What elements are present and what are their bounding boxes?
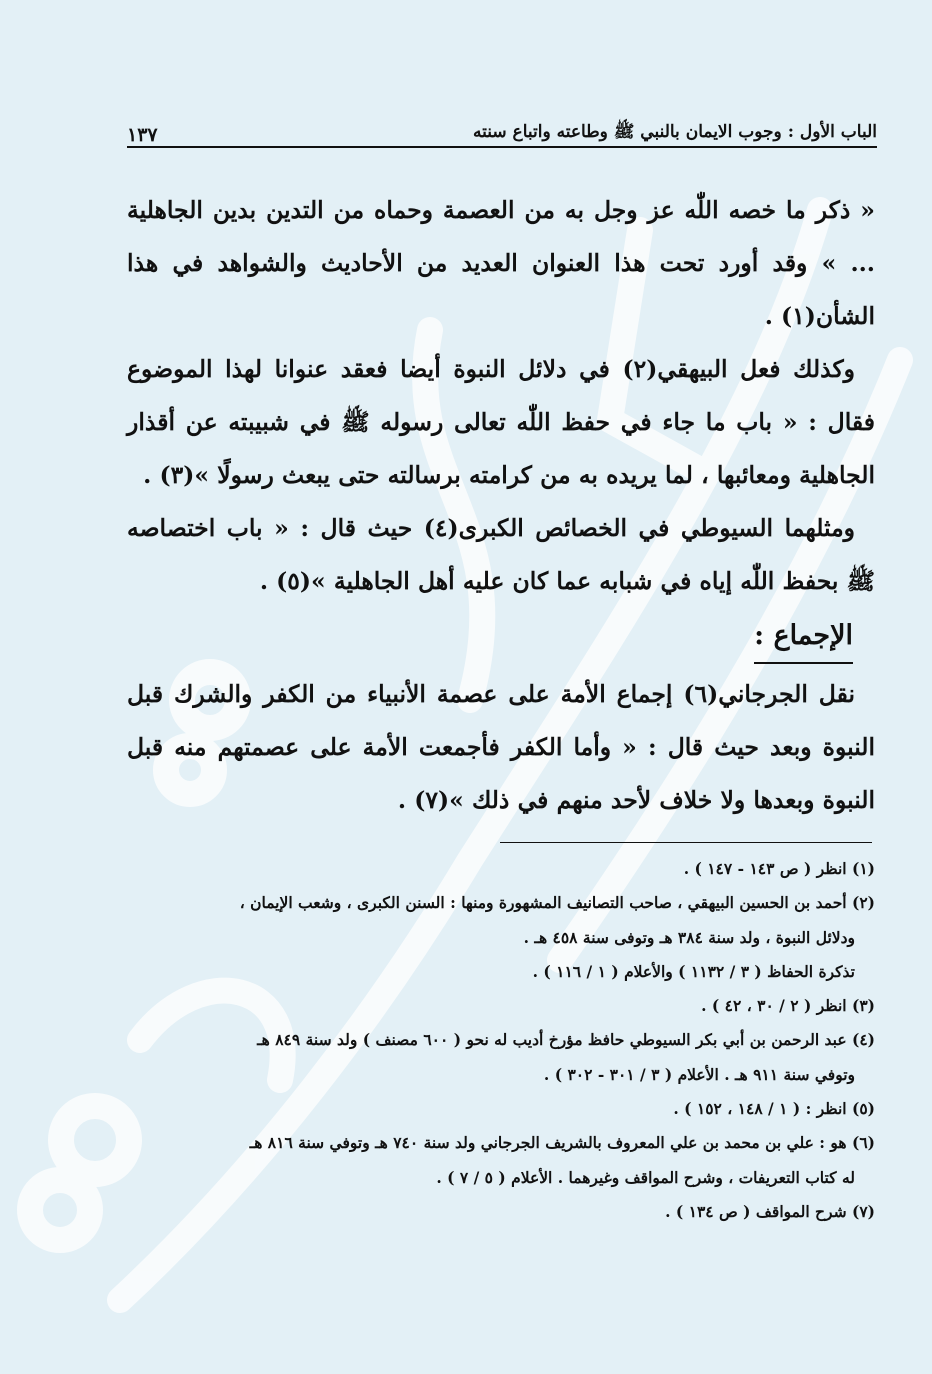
- footnotes: [127, 852, 875, 1229]
- footnote-4: (٤) عبد الرحمن بن أبي بكر السيوطي حافظ مؤرخ أديب له نحو ( ٦٠٠ مصنف ) ولد سنة ٨٤٩ هـ: [257, 1030, 875, 1050]
- footnote-2-line-2: ودلائل النبوة ، ولد سنة ٣٨٤ هـ وتوفى سنة ٤٥٨ هـ .: [523, 927, 855, 947]
- footnote-2: (٢) أحمد بن الحسين البيهقي ، صاحب التصانيف المشهورة ومنها : السنن الكبرى ، وشعب الإيمان ،: [239, 893, 875, 913]
- footnote-5: (٥) انظر : ( ١ / ١٤٨ ، ١٥٢ ) .: [673, 1099, 875, 1119]
- section-heading: الإجماع :: [754, 612, 853, 664]
- paragraph-4: نقل الجرجاني(٦) إجماع الأمة على عصمة الأنبياء من الكفر والشرك قبل النبوة وبعد حيث قال : « وأما الكفر فأجمعت الأمة على عصمتهم منه قبل النبوة وبعدها ولا خلاف لأحد منهم في ذلك »(٧) .: [127, 680, 875, 814]
- footnote-1: (١) انظر ( ص ١٤٣ - ١٤٧ ) .: [683, 859, 875, 878]
- footnote-6-line-2: له كتاب التعريفات ، وشرح المواقف وغيرهما . الأعلام ( ٥ / ٧ ) .: [436, 1167, 855, 1187]
- footnote-separator: [500, 842, 872, 843]
- footnote-3: (٣) انظر ( ٢ / ٣٠ ، ٤٢ ) .: [701, 996, 875, 1016]
- footnote-6: (٦) هو : علي بن محمد بن علي المعروف بالشريف الجرجاني ولد سنة ٧٤٠ هـ وتوفي سنة ٨١٦ هـ: [249, 1133, 875, 1153]
- footnote-2-line-3: تذكرة الحفاظ ( ٣ / ١١٣٢ ) والأعلام ( ١ / ١١٦ ) .: [532, 961, 855, 981]
- running-title: الباب الأول : وجوب الايمان بالنبي ﷺ وطاعته واتباع سنته: [473, 122, 877, 142]
- header-rule: [127, 146, 877, 148]
- paragraph-2: وكذلك فعل البيهقي(٢) في دلائل النبوة أيضا فعقد عنوانا لهذا الموضوع فقال : « باب ما جاء في حفظ اللّٰه تعالى رسوله ﷺ في شبيبته عن أقذار الجاهلية ومعائبها ، لما يريده به من كرامته برسالته حتى يبعث رسولًا »(٣) .: [127, 355, 875, 489]
- paragraph-1: « ذكر ما خصه اللّٰه عز وجل به من العصمة وحماه من التدين بدين الجاهلية ... » وقد أورد تحت هذا العنوان العديد من الأحاديث والشواهد في هذا الشأن(١) .: [127, 196, 875, 330]
- main-text: [127, 184, 875, 827]
- running-header: [127, 112, 877, 146]
- paragraph-3: ومثلهما السيوطي في الخصائص الكبرى(٤) حيث قال : « باب اختصاصه ﷺ بحفظ اللّٰه إياه في شبابه عما كان عليه أهل الجاهلية »(٥) .: [127, 514, 875, 595]
- footnote-7: (٧) شرح المواقف ( ص ١٣٤ ) .: [665, 1201, 875, 1221]
- footnote-4-line-2: وتوفي سنة ٩١١ هـ . الأعلام ( ٣ / ٣٠١ - ٣٠٢ ) .: [543, 1064, 855, 1084]
- page-number: ١٣٧: [127, 124, 158, 146]
